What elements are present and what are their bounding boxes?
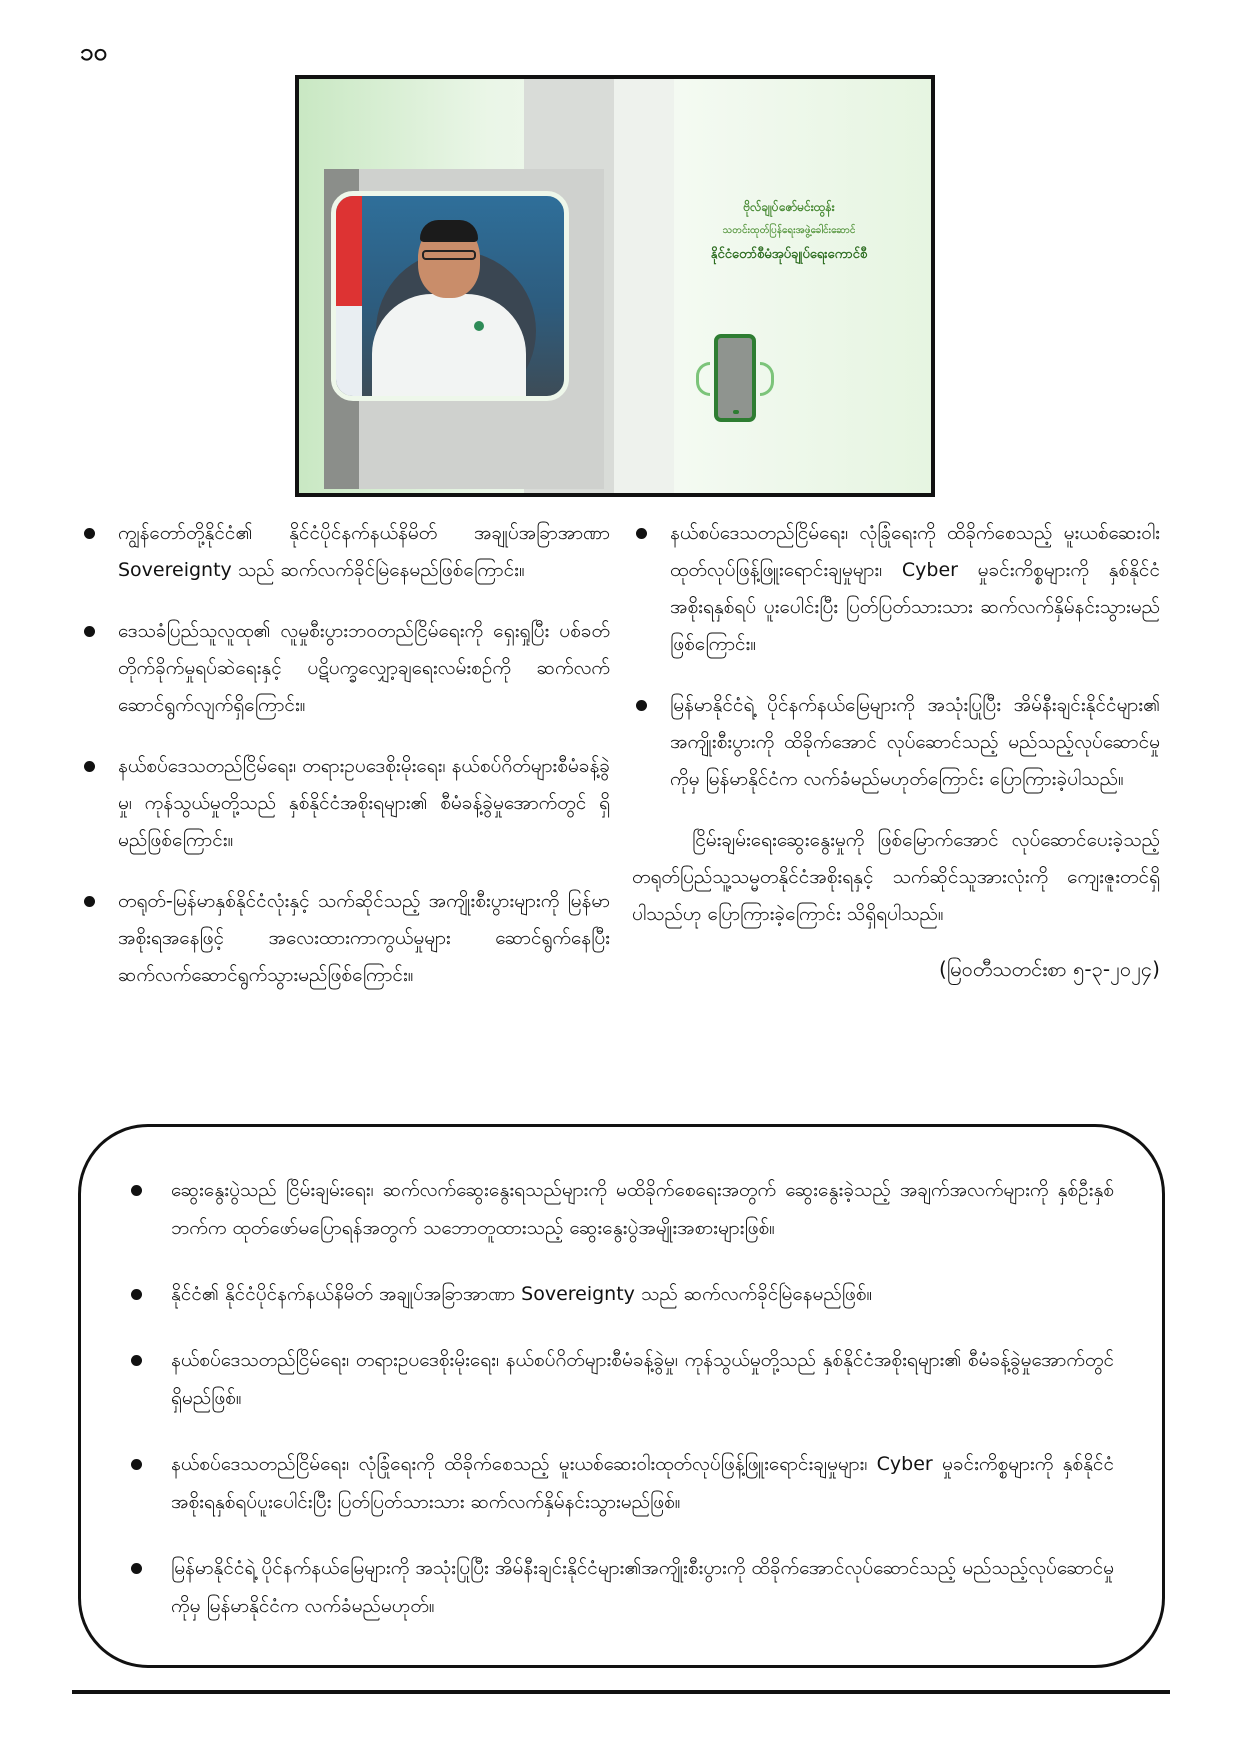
flag: [336, 196, 362, 396]
summary-item: [129, 1549, 1114, 1625]
speaker-body: [372, 294, 526, 401]
bullet-icon: [131, 1185, 142, 1196]
summary-item: [129, 1275, 1114, 1313]
speaker-hair: [420, 220, 478, 242]
list-item: [632, 687, 1160, 798]
list-item: [80, 883, 610, 994]
caption-role: သတင်းထုတ်ပြန်ရေးအဖွဲ့ခေါင်းဆောင်: [722, 225, 856, 236]
photo-caption: [664, 199, 914, 265]
background-stripe: [614, 79, 674, 493]
bullet-icon: [84, 528, 95, 539]
summary-box: [78, 1124, 1165, 1668]
list-item-text: နယ်စပ်ဒေသတည်ငြိမ်ရေး၊ တရားဥပဒေစိုးမိုးရေး၊ နယ်စပ်ဂိတ်များစီမံခန့်ခွဲမှု၊ ကုန်သွယ်မှုတို့သည် နှစ်နိုင်ငံအစိုးရများ၏ စီမံခန့်ခွဲမှုအောက်တွင် ရှိမည်ဖြစ်ကြောင်း။: [118, 755, 610, 851]
news-photo: [295, 75, 935, 497]
bullet-icon: [636, 700, 647, 711]
bullet-icon: [131, 1563, 142, 1574]
bullet-icon: [84, 626, 95, 637]
summary-item-text: နယ်စပ်ဒေသတည်ငြိမ်ရေး၊ တရားဥပဒေစိုးမိုးရေး၊ နယ်စပ်ဂိတ်များစီမံခန့်ခွဲမှု၊ ကုန်သွယ်မှုတို့သည် နှစ်နိုင်ငံအစိုးရများ၏ စီမံခန့်ခွဲမှုအောက်တွင် ရှိမည်ဖြစ်။: [171, 1349, 1114, 1409]
bullet-icon: [84, 896, 95, 907]
list-item-text: တရုတ်-မြန်မာနှစ်နိုင်ငံလုံးနှင့် သက်ဆိုင်သည့် အကျိုးစီးပွားများကို မြန်မာအစိုးရအနေဖြင့် အလေးထားကာကွယ်မှုများ ဆောင်ရွက်နေပြီး ဆက်လက်ဆောင်ရွက်သွားမည်ဖြစ်ကြောင်း။: [118, 890, 610, 986]
phone-home-button: [733, 410, 739, 414]
bullet-icon: [131, 1459, 142, 1470]
summary-item: [129, 1171, 1114, 1247]
summary-item-text: နိုင်ငံ၏ နိုင်ငံပိုင်နက်နယ်နိမိတ် အချုပ်အခြာအာဏာ Sovereignty သည် ဆက်လက်ခိုင်မြဲနေမည်ဖြစ်။: [171, 1283, 873, 1305]
source-citation: (မြဝတီသတင်းစာ ၅-၃-၂၀၂၄): [939, 957, 1160, 981]
list-item-text: ဒေသခံပြည်သူလူထု၏ လူမှုစီးပွားဘဝတည်ငြိမ်ရေးကို ရှေးရှုပြီး ပစ်ခတ်တိုက်ခိုက်မှုရပ်ဆဲရေးနှင့် ပဋိပက္ခလျှော့ချရေးလမ်းစဉ်ကို ဆက်လက်ဆောင်ရွက်လျက်ရှိကြောင်း။: [118, 620, 610, 716]
bullet-icon: [84, 761, 95, 772]
summary-item: [129, 1445, 1114, 1521]
signal-icon: [696, 362, 710, 396]
speaker-portrait: [331, 191, 569, 401]
bullet-icon: [131, 1289, 142, 1300]
signal-icon: [760, 362, 774, 396]
bullet-icon: [131, 1355, 142, 1366]
list-item: [80, 515, 610, 589]
right-column: [632, 515, 1160, 988]
closing-paragraph: ငြိမ်းချမ်းရေးဆွေးနွေးမှုကို ဖြစ်မြောက်အောင် လုပ်ဆောင်ပေးခဲ့သည့် တရုတ်ပြည်သူ့သမ္မတနိုင်ငံအစိုးရနှင့် သက်ဆိုင်သူအားလုံးကို ကျေးဇူးတင်ရှိပါသည်ဟု ပြောကြားခဲ့ကြောင်း သိရှိရပါသည်။: [632, 829, 1160, 925]
list-item: [80, 748, 610, 859]
caption-name: ဗိုလ်ချုပ်ဇော်မင်းထွန်း: [743, 200, 835, 214]
summary-item-text: ဆွေးနွေးပွဲသည် ငြိမ်းချမ်းရေး၊ ဆက်လက်ဆွေးနွေးရသည်များကို မထိခိုက်စေရေးအတွက် ဆွေးနွေးခဲ့သည့် အချက်အလက်များကို နှစ်ဦးနှစ်ဘက်က ထုတ်ဖော်မပြောရန်အတွက် သဘောတူထားသည့် ဆွေးနွေးပွဲအမျိုးအစားများဖြစ်။: [171, 1179, 1114, 1239]
badge-icon: [474, 321, 484, 331]
list-item: [80, 613, 610, 724]
phone-icon: [714, 334, 756, 422]
bottom-rule: [72, 1690, 1170, 1694]
list-item-text: ကျွန်တော်တို့နိုင်ငံ၏ နိုင်ငံပိုင်နက်နယ်နိမိတ် အချုပ်အခြာအာဏာ Sovereignty သည် ဆက်လက်ခိုင်မြဲနေမည်ဖြစ်ကြောင်း။: [118, 522, 610, 581]
glasses-icon: [422, 250, 476, 260]
list-item-text: နယ်စပ်ဒေသတည်ငြိမ်ရေး၊ လုံခြုံရေးကို ထိခိုက်စေသည့် မူးယစ်ဆေးဝါး ထုတ်လုပ်ဖြန့်ဖြူးရောင်းချမှုများ၊ Cyber မှုခင်းကိစ္စများကို နှစ်နိုင်ငံအစိုးရနှစ်ရပ် ပူးပေါင်းပြီး ပြတ်ပြတ်သားသား ဆက်လက်နှိမ်နင်းသွားမည်ဖြစ်ကြောင်း။: [670, 522, 1160, 655]
bullet-icon: [636, 528, 647, 539]
page-number: ၁၀: [80, 38, 107, 66]
summary-item-text: နယ်စပ်ဒေသတည်ငြိမ်ရေး၊ လုံခြုံရေးကို ထိခိုက်စေသည့် မူးယစ်ဆေးဝါးထုတ်လုပ်ဖြန့်ဖြူးရောင်းချမှုများ၊ Cyber မှုခင်းကိစ္စများကို နှစ်နိုင်ငံအစိုးရနှစ်ရပ်ပူးပေါင်းပြီး ပြတ်ပြတ်သားသား ဆက်လက်နှိမ်နင်းသွားမည်ဖြစ်။: [171, 1453, 1114, 1513]
summary-item-text: မြန်မာနိုင်ငံရဲ့ ပိုင်နက်နယ်မြေများကို အသုံးပြုပြီး အိမ်နီးချင်းနိုင်ငံများ၏အကျိုးစီးပွားကို ထိခိုက်အောင်လုပ်ဆောင်သည့် မည်သည့်လုပ်ဆောင်မှုကိုမှ မြန်မာနိုင်ငံက လက်ခံမည်မဟုတ်။: [171, 1557, 1114, 1617]
list-item-text: မြန်မာနိုင်ငံရဲ့ ပိုင်နက်နယ်မြေများကို အသုံးပြုပြီး အိမ်နီးချင်းနိုင်ငံများ၏ အကျိုးစီးပွားကို ထိခိုက်အောင် လုပ်ဆောင်သည့် မည်သည့်လုပ်ဆောင်မှုကိုမှ မြန်မာနိုင်ငံက လက်ခံမည်မဟုတ်ကြောင်း ပြောကြားခဲ့ပါသည်။: [670, 694, 1160, 790]
list-item: [632, 515, 1160, 663]
caption-org: နိုင်ငံတော်စီမံအုပ်ချုပ်ရေးကောင်စီ: [710, 247, 868, 262]
summary-item: [129, 1341, 1114, 1417]
left-column: [80, 515, 610, 1018]
